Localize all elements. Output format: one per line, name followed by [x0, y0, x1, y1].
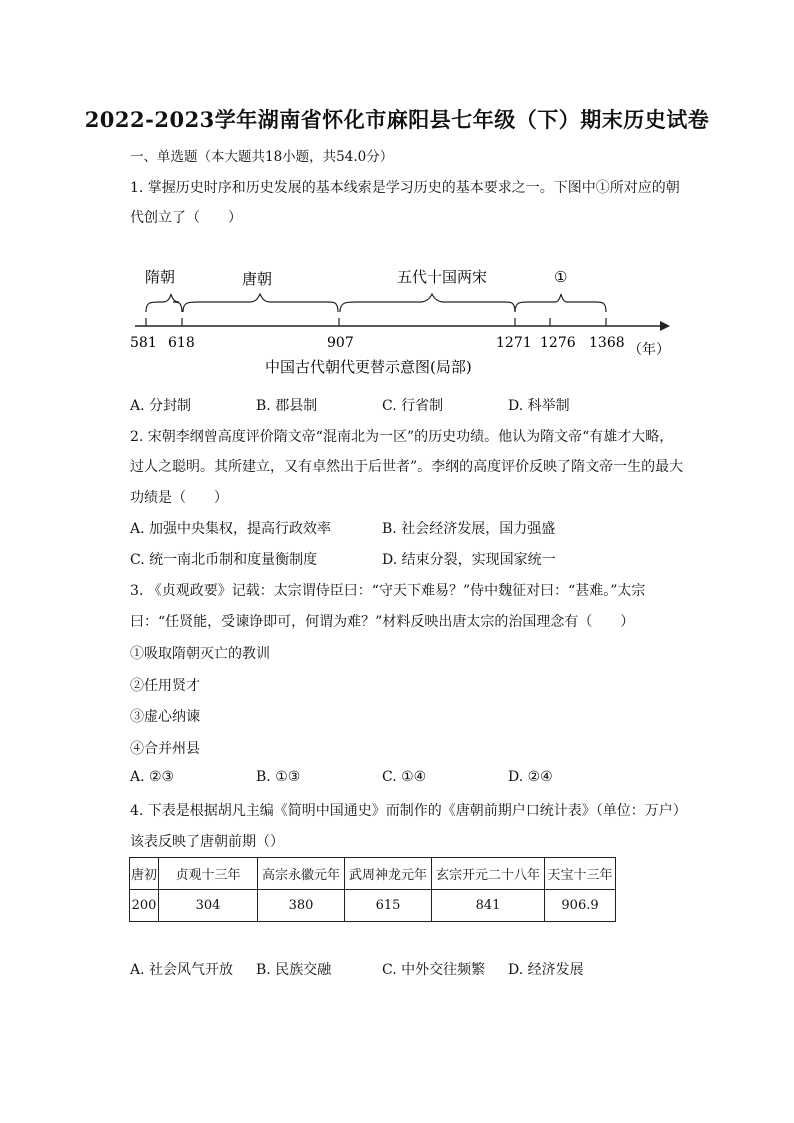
brace-sui [146, 294, 182, 312]
tick-label-1276: 1276 [540, 335, 576, 351]
q4-stem-line1: 4. 下表是根据胡凡主编《简明中国通史》而制作的《唐朝前期户口统计表》（单位：万户） [130, 803, 687, 819]
table-header-cell: 天宝十三年 [545, 858, 616, 890]
table-cell: 304 [159, 890, 258, 922]
tick-label-1368: 1368 [589, 335, 625, 351]
q3-item-2: ②任用贤才 [130, 678, 200, 694]
q3-option-b[interactable]: B. ①③ [256, 769, 301, 785]
timeline-label-wudai-song: 五代十国两宋 [397, 268, 488, 286]
q4-option-c[interactable]: C. 中外交往频繁 [382, 962, 486, 978]
timeline-label-tang: 唐朝 [242, 270, 273, 288]
tick-label-1271: 1271 [496, 335, 532, 351]
exam-title: 2022-2023学年湖南省怀化市麻阳县七年级（下）期末历史试卷 [84, 107, 710, 132]
timeline-marker-1: ① [554, 268, 568, 286]
q1-option-c[interactable]: C. 行省制 [382, 398, 444, 414]
timeline-label-sui: 隋朝 [145, 268, 176, 286]
table-cell: 615 [345, 890, 432, 922]
q3-stem-line2: 曰：“任贤能，受谏诤即可，何谓为难？”材料反映出唐太宗的治国理念有（ ） [130, 614, 635, 630]
timeline-unit: （年） [628, 342, 670, 358]
q4-option-d[interactable]: D. 经济发展 [508, 962, 584, 978]
section-heading: 一、单选题（本大题共18小题，共54.0分） [130, 149, 394, 165]
dynasty-timeline-figure [130, 260, 690, 382]
q2-option-d[interactable]: D. 结束分裂，实现国家统一 [382, 552, 556, 568]
q2-option-c[interactable]: C. 统一南北币制和度量衡制度 [130, 552, 318, 568]
q2-stem-line1: 2. 宋朝李纲曾高度评价隋文帝“混南北为一区”的历史功绩。他认为隋文帝“有雄才大略， [130, 429, 674, 445]
table-header-cell: 武周神龙元年 [345, 858, 432, 890]
q3-stem-line1: 3. 《贞观政要》记载：太宗谓侍臣曰：“守天下难易？”侍中魏征对曰：“甚难。”太宗 [130, 583, 646, 599]
table-header-cell: 贞观十三年 [159, 858, 258, 890]
brace-wudai-song [340, 294, 515, 312]
table-cell: 200 [130, 890, 159, 922]
q3-option-c[interactable]: C. ①④ [382, 769, 427, 785]
tick-label-618: 618 [168, 335, 195, 351]
table-cell: 906.9 [545, 890, 616, 922]
q2-stem-line3: 功绩是（ ） [130, 490, 228, 506]
q2-option-b[interactable]: B. 社会经济发展，国力强盛 [382, 521, 556, 537]
table-header-row [130, 858, 616, 890]
q1-option-a[interactable]: A. 分封制 [130, 398, 192, 414]
q1-stem-line2: 代创立了（ ） [130, 210, 242, 226]
brace-tang [183, 294, 338, 312]
timeline-caption: 中国古代朝代更替示意图(局部) [265, 358, 472, 376]
brace-circle-1 [515, 294, 606, 312]
q3-item-4: ④合并州县 [130, 741, 200, 757]
table-header-cell: 唐初 [130, 858, 159, 890]
table-row [130, 890, 616, 922]
table-cell: 841 [432, 890, 545, 922]
q3-item-3: ③虚心纳谏 [130, 709, 200, 725]
q1-option-b[interactable]: B. 郡县制 [256, 398, 318, 414]
q3-option-d[interactable]: D. ②④ [508, 769, 553, 785]
q3-option-a[interactable]: A. ②③ [130, 769, 175, 785]
q2-stem-line2: 过人之聪明。其所建立，又有卓然出于后世者”。李纲的高度评价反映了隋文帝一生的最大 [130, 459, 684, 475]
q2-option-a[interactable]: A. 加强中央集权，提高行政效率 [130, 521, 332, 537]
table-header-cell: 玄宗开元二十八年 [432, 858, 545, 890]
table-cell: 380 [258, 890, 345, 922]
table-header-cell: 高宗永徽元年 [258, 858, 345, 890]
q1-option-d[interactable]: D. 科举制 [508, 398, 570, 414]
q3-item-1: ①吸取隋朝灭亡的教训 [130, 646, 270, 662]
q4-stem-line2: 该表反映了唐朝前期（） [130, 834, 284, 850]
household-census-table [129, 857, 616, 922]
q1-stem-line1: 1. 掌握历史时序和历史发展的基本线索是学习历史的基本要求之一。下图中①所对应的朝 [130, 180, 680, 196]
q4-option-a[interactable]: A. 社会风气开放 [130, 962, 234, 978]
tick-label-907: 907 [327, 335, 354, 351]
tick-label-581: 581 [130, 335, 157, 351]
axis-arrow-icon [660, 321, 670, 331]
q4-option-b[interactable]: B. 民族交融 [256, 962, 332, 978]
